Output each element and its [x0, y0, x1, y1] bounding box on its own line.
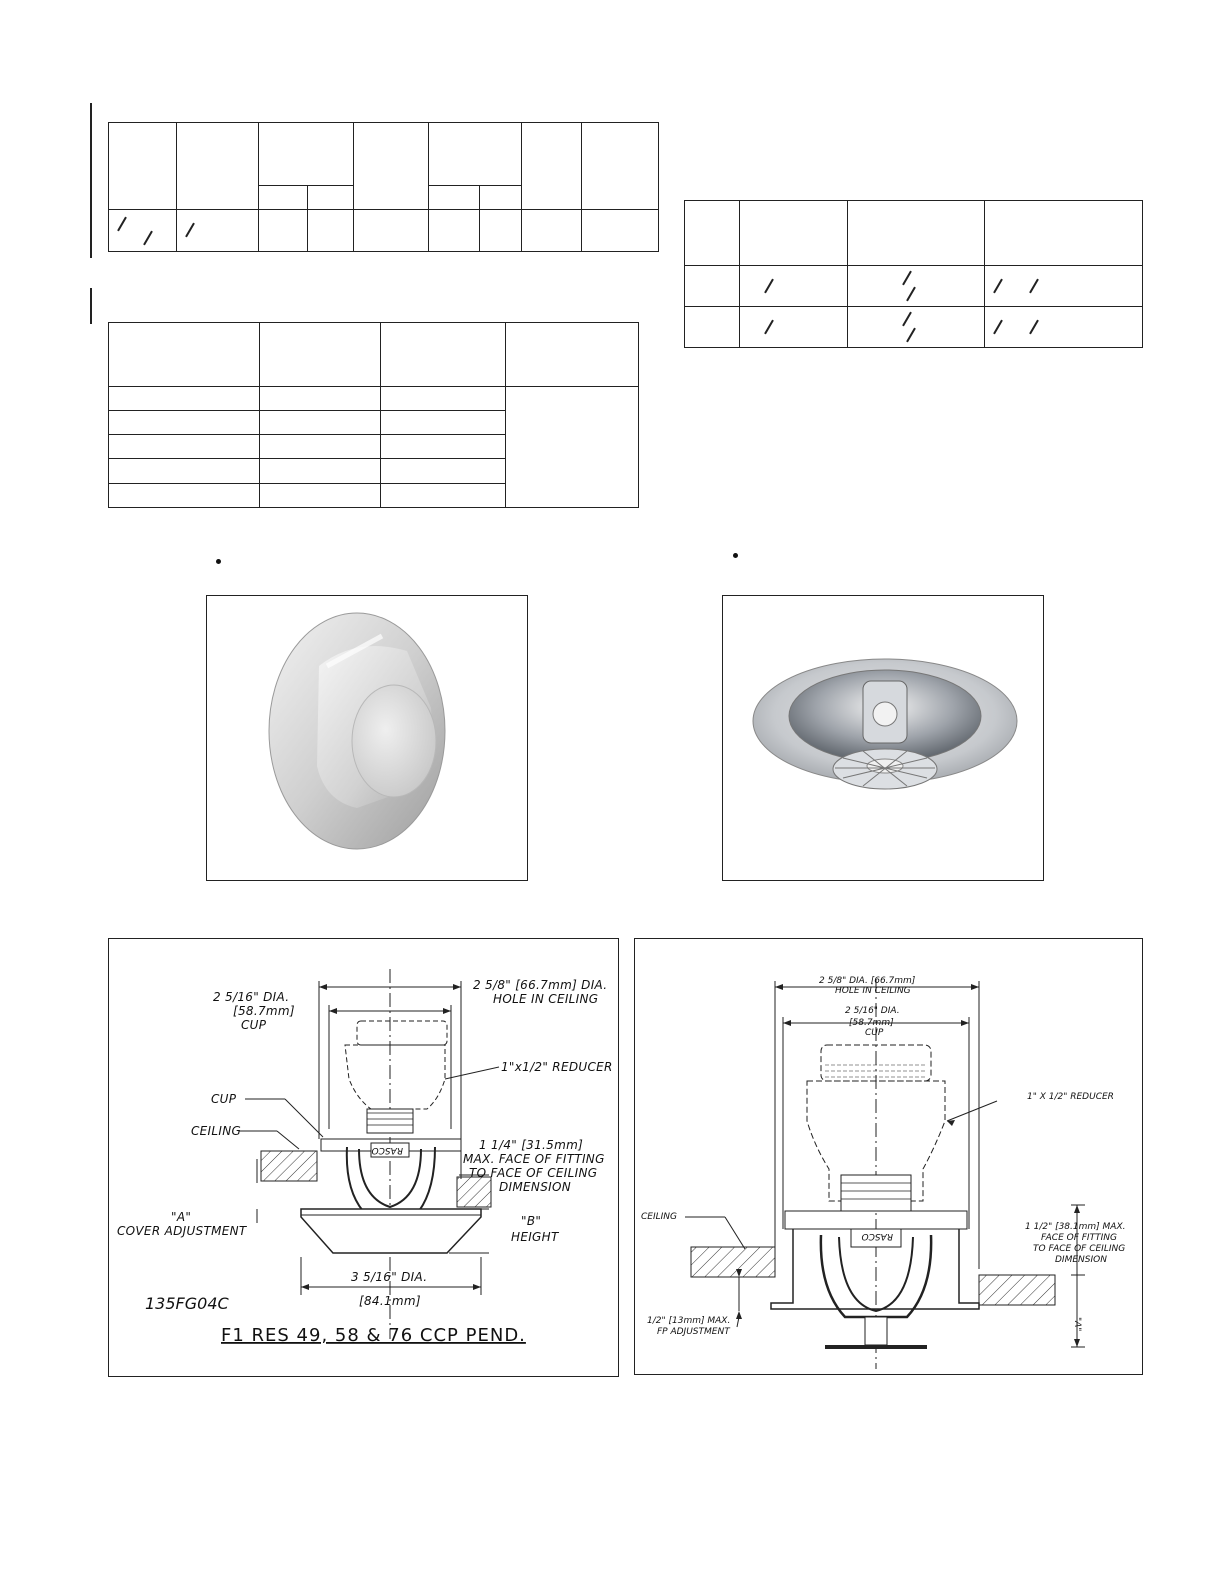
table1-cell-fraction [109, 210, 177, 252]
table1-subheader-cell [429, 186, 480, 210]
table2-cell-fraction [848, 307, 985, 348]
table1-subheader-cell [480, 186, 522, 210]
right-dimension-drawing-frame [634, 938, 1143, 1375]
left-a-label: "A" [171, 1210, 192, 1224]
right-reducer-label: 1" X 1/2" REDUCER [1027, 1092, 1114, 1102]
left-hole-label: HOLE IN CEILING [493, 992, 599, 1006]
spec-table-3 [108, 322, 639, 508]
table1-cell [582, 210, 659, 252]
table1-subheader-cell [308, 186, 354, 210]
right-cup-label: CUP [865, 1028, 884, 1038]
spec-table-1 [108, 122, 659, 252]
table3-header-cell [260, 323, 381, 387]
table1-cell [259, 210, 308, 252]
table3-header-cell [381, 323, 506, 387]
table2-header-cell [685, 201, 740, 266]
table2-cell [685, 266, 740, 307]
table2-cell [685, 307, 740, 348]
table1-header-cell [429, 123, 522, 186]
table3-cell [260, 410, 381, 434]
table3-merged-cell [506, 386, 639, 507]
left-cover-adjustment: COVER ADJUSTMENT [117, 1224, 247, 1238]
left-cup-mm: [58.7mm] [233, 1004, 295, 1018]
sprinkler-image [723, 596, 1042, 879]
left-dimension-drawing-frame [108, 938, 619, 1377]
table3-cell [260, 435, 381, 459]
table3-cell [260, 459, 381, 483]
right-cup-dim: 2 5/16" DIA. [845, 1006, 900, 1016]
right-hole-dim: 2 5/8" DIA. [66.7mm] [819, 976, 916, 986]
table3-header-cell [109, 323, 260, 387]
table1-subheader-cell [259, 186, 308, 210]
left-cup-dim: 2 5/16" DIA. [213, 990, 290, 1004]
table1-header-cell [259, 123, 354, 186]
left-drawing-title: F1 RES 49, 58 & 76 CCP PEND. [221, 1325, 526, 1346]
table1-header-cell [177, 123, 259, 210]
left-drawing-number: 135FG04C [145, 1294, 229, 1313]
left-height-label: HEIGHT [511, 1230, 559, 1244]
cover-plate-image [207, 596, 526, 879]
table1-cell [429, 210, 480, 252]
right-fp-adj-1: 1/2" [13mm] MAX. [647, 1316, 731, 1326]
left-max-face-1: 1 1/4" [31.5mm] [479, 1138, 584, 1152]
right-cup-mm: [58.7mm] [849, 1018, 894, 1028]
table1-cell [308, 210, 354, 252]
left-max-face-4: DIMENSION [499, 1180, 571, 1194]
table1-cell [480, 210, 522, 252]
table1-header-cell [109, 123, 177, 210]
right-max-face-2: FACE OF FITTING [1041, 1233, 1117, 1243]
table2-cell-fraction [848, 266, 985, 307]
table3-cell [109, 459, 260, 483]
table3-cell [109, 435, 260, 459]
deflector [833, 749, 937, 789]
left-cover-mm: [84.1mm] [359, 1294, 421, 1308]
right-ceiling-label: CEILING [641, 1212, 677, 1222]
table1-cell [354, 210, 429, 252]
bullet-right [733, 553, 738, 558]
right-max-face-4: DIMENSION [1055, 1255, 1107, 1265]
spec-table-2 [684, 200, 1143, 348]
table3-cell [260, 386, 381, 410]
left-cup-label: CUP [241, 1018, 267, 1032]
table2-header-cell [740, 201, 848, 266]
table3-cell [109, 386, 260, 410]
right-hole-label: HOLE IN CEILING [835, 986, 911, 996]
table3-cell [381, 435, 506, 459]
right-dimension-drawing [635, 939, 1141, 1373]
left-cup-callout: CUP [211, 1092, 237, 1106]
table3-cell [381, 483, 506, 507]
table1-header-cell [354, 123, 429, 210]
right-fp-adj-2: FP ADJUSTMENT [657, 1327, 730, 1337]
table2-cell-fraction [740, 266, 848, 307]
margin-rule-top [90, 103, 92, 258]
left-reducer-label: 1"x1/2" REDUCER [501, 1060, 613, 1074]
left-ceiling-label: CEILING [191, 1124, 242, 1138]
table1-cell-fraction [177, 210, 259, 252]
right-brand-label: RASCO [861, 1231, 893, 1241]
table3-cell [109, 483, 260, 507]
cover-plate-photo-frame [206, 595, 528, 881]
bullet-left [216, 559, 221, 564]
left-dimension-drawing [109, 939, 617, 1375]
right-max-face-1: 1 1/2" [38.1mm] MAX. [1025, 1222, 1126, 1232]
left-b-label: "B" [521, 1214, 542, 1228]
table1-header-cell [582, 123, 659, 210]
table3-cell [381, 410, 506, 434]
table3-cell [260, 483, 381, 507]
right-a-label: "A" [1072, 1317, 1082, 1332]
table2-header-cell [985, 201, 1143, 266]
left-max-face-3: TO FACE OF CEILING [469, 1166, 598, 1180]
table3-cell [381, 459, 506, 483]
table2-header-cell [848, 201, 985, 266]
table1-cell [522, 210, 582, 252]
table2-cell-fraction [985, 307, 1143, 348]
left-hole-dim: 2 5/8" [66.7mm] DIA. [473, 978, 608, 992]
table3-cell [381, 386, 506, 410]
table2-cell-fraction [985, 266, 1143, 307]
table2-cell-fraction [740, 307, 848, 348]
table3-header-cell [506, 323, 639, 387]
left-max-face-2: MAX. FACE OF FITTING [463, 1152, 605, 1166]
table3-cell [109, 410, 260, 434]
margin-rule-mid [90, 288, 92, 324]
left-brand-label: RASCO [371, 1145, 403, 1155]
left-cover-dim: 3 5/16" DIA. [351, 1270, 428, 1284]
right-max-face-3: TO FACE OF CEILING [1033, 1244, 1126, 1254]
table1-header-cell [522, 123, 582, 210]
sprinkler-photo-frame [722, 595, 1044, 881]
